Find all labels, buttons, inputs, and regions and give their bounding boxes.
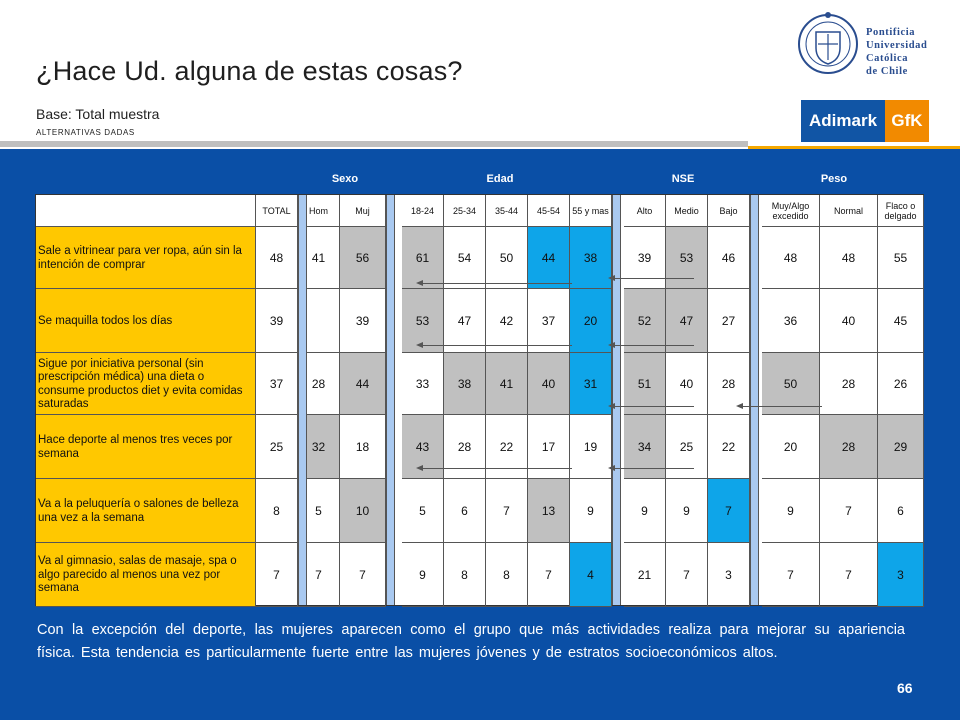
separator-strip	[750, 195, 759, 605]
header-blank-cell	[36, 195, 256, 227]
table-cell: 52	[624, 289, 666, 353]
table-cell: 5	[298, 479, 340, 543]
table-cell: 20	[762, 415, 820, 479]
table-cell: 37	[528, 289, 570, 353]
table-cell: 39	[340, 289, 386, 353]
row-label-line: Va al gimnasio, salas de masaje, spa o	[38, 555, 237, 568]
table-cell: 56	[340, 227, 386, 289]
university-crest-icon	[796, 10, 860, 82]
university-name: Pontificia Universidad Católica de Chile	[866, 27, 928, 77]
row-label	[36, 353, 256, 415]
table-cell: 40	[820, 289, 878, 353]
row-label-line: Sale a vitrinear para ver ropa, aún sin la	[38, 245, 242, 257]
trend-arrow-icon	[742, 406, 822, 407]
table-cell: 28	[444, 415, 486, 479]
table-cell: 31	[570, 353, 612, 415]
separator-strip	[612, 195, 621, 605]
table-cell: 48	[820, 227, 878, 289]
table-cell: 10	[340, 479, 386, 543]
column-header: Alto	[624, 195, 666, 227]
table-cell: 7	[820, 479, 878, 543]
table-cell: 22	[708, 415, 750, 479]
table-cell: 34	[624, 415, 666, 479]
table-cell: 50	[486, 227, 528, 289]
table-cell: 39	[624, 227, 666, 289]
row-label	[36, 227, 256, 289]
column-header: 35-44	[486, 195, 528, 227]
table-cell: 45	[878, 289, 924, 353]
conclusion-note: Con la excepción del deporte, las mujeres aparecen como el grupo que más actividades realiza para mejorar su apariencia física. Esta tendencia es particularmente fuerte entre las mujeres jóvenes y de estratos socioeconómicos altos.	[37, 622, 905, 661]
row-label	[36, 415, 256, 479]
table-cell: 20	[570, 289, 612, 353]
table-cell: 36	[762, 289, 820, 353]
table-cell: 25	[666, 415, 708, 479]
table-cell: 19	[570, 415, 612, 479]
column-header: 55 y mas	[570, 195, 612, 227]
table-cell: 40	[528, 353, 570, 415]
table-cell: 41	[486, 353, 528, 415]
table-cell: 7	[340, 543, 386, 607]
trend-arrow-icon	[614, 406, 694, 407]
header-rule	[0, 141, 748, 147]
column-header: Hom	[298, 195, 340, 227]
adimark-gfk-logo	[801, 100, 929, 142]
column-header: 25-34	[444, 195, 486, 227]
results-table	[35, 194, 924, 606]
table-cell: 5	[402, 479, 444, 543]
table-cell: 55	[878, 227, 924, 289]
base-label: Base: Total muestra	[36, 106, 160, 122]
row-label-line: Se maquilla todos los días	[38, 314, 173, 327]
column-header: Medio	[666, 195, 708, 227]
table-cell: 7	[298, 543, 340, 607]
trend-arrow-icon	[422, 468, 572, 469]
table-cell: 39	[256, 289, 298, 353]
table-cell: 47	[444, 289, 486, 353]
trend-arrow-icon	[422, 345, 572, 346]
table-cell: 48	[762, 227, 820, 289]
table-cell: 41	[298, 227, 340, 289]
table-cell: 7	[820, 543, 878, 607]
row-label	[36, 479, 256, 543]
table-cell: 50	[762, 353, 820, 415]
table-cell: 51	[624, 353, 666, 415]
table-cell: 47	[666, 289, 708, 353]
adimark-text: Adimark	[809, 111, 878, 130]
table-cell: 28	[708, 353, 750, 415]
page-number: 66	[897, 680, 913, 696]
row-label-line: intención de comprar	[38, 258, 146, 271]
table-cell: 46	[708, 227, 750, 289]
table-cell: 54	[444, 227, 486, 289]
table-cell: 3	[878, 543, 924, 607]
row-label-line: prescripción médica) una dieta o	[38, 371, 205, 383]
table-cell: 6	[878, 479, 924, 543]
table-cell: 44	[528, 227, 570, 289]
separator-strip	[298, 195, 307, 605]
table-cell: 9	[402, 543, 444, 607]
row-label-line: Va a la peluquería o salones de belleza	[38, 498, 239, 510]
column-header: Normal	[820, 195, 878, 227]
table-cell: 9	[666, 479, 708, 543]
table-cell: 40	[666, 353, 708, 415]
page-title: ¿Hace Ud. alguna de estas cosas?	[36, 56, 463, 86]
table-cell: 7	[708, 479, 750, 543]
table-cell: 53	[666, 227, 708, 289]
group-label-edad: Edad	[486, 173, 514, 185]
table-cell: 8	[256, 479, 298, 543]
table-cell: 28	[820, 353, 878, 415]
group-label-sexo: Sexo	[331, 173, 359, 185]
trend-arrow-icon	[614, 468, 694, 469]
row-label-line: saturadas	[38, 398, 89, 410]
table-cell: 4	[570, 543, 612, 607]
table-cell: 6	[444, 479, 486, 543]
row-label-line: Sigue por iniciativa personal (sin	[38, 357, 204, 370]
table-cell: 17	[528, 415, 570, 479]
table-cell: 8	[486, 543, 528, 607]
table-cell: 7	[486, 479, 528, 543]
table-cell: 43	[402, 415, 444, 479]
table-cell: 26	[878, 353, 924, 415]
trend-arrow-icon	[614, 278, 694, 279]
column-header: Flaco o delgado	[878, 195, 924, 227]
table-cell: 25	[256, 415, 298, 479]
alternatives-label: ALTERNATIVAS DADAS	[36, 128, 135, 137]
row-label-line: semana	[38, 582, 79, 595]
table-cell: 9	[570, 479, 612, 543]
table-cell: 28	[298, 353, 340, 415]
table-cell: 32	[298, 415, 340, 479]
separator-strip	[386, 195, 395, 605]
table-cell: 48	[256, 227, 298, 289]
table-cell: 9	[762, 479, 820, 543]
table-cell: 21	[624, 543, 666, 607]
trend-arrow-icon	[422, 283, 572, 284]
table-cell: 18	[340, 415, 386, 479]
table-cell: 42	[486, 289, 528, 353]
trend-arrow-icon	[614, 345, 694, 346]
table-cell: 3	[708, 543, 750, 607]
table-cell: 8	[444, 543, 486, 607]
table-cell: 44	[340, 353, 386, 415]
table-cell: 7	[762, 543, 820, 607]
row-label	[36, 289, 256, 353]
row-label-line: una vez a la semana	[38, 511, 145, 524]
table-cell: 7	[666, 543, 708, 607]
row-label	[36, 543, 256, 607]
table-cell: 38	[570, 227, 612, 289]
column-header: Muj	[340, 195, 386, 227]
table-cell: 7	[256, 543, 298, 607]
table-cell: 22	[486, 415, 528, 479]
group-label-nse: NSE	[671, 173, 695, 185]
row-label-line: semana	[38, 447, 79, 460]
table-cell: 9	[624, 479, 666, 543]
row-label-line: consume productos diet y evita comidas	[38, 384, 243, 397]
table-cell: 53	[402, 289, 444, 353]
table-cell: 37	[256, 353, 298, 415]
row-label-line: Hace deporte al menos tres veces por	[38, 434, 233, 446]
table-cell: 7	[528, 543, 570, 607]
table-cell: 61	[402, 227, 444, 289]
column-header: Bajo	[708, 195, 750, 227]
table-cell: 13	[528, 479, 570, 543]
row-label-line: algo parecido al menos una vez por	[38, 568, 221, 581]
table-cell: 27	[708, 289, 750, 353]
column-header: 18-24	[402, 195, 444, 227]
column-header: Muy/Algo excedido	[762, 195, 820, 227]
table-cell: 33	[402, 353, 444, 415]
column-header: 45-54	[528, 195, 570, 227]
table-cell: 38	[444, 353, 486, 415]
group-label-peso: Peso	[820, 173, 848, 185]
column-header: TOTAL	[256, 195, 298, 227]
gfk-text: GfK	[885, 100, 929, 142]
table-cell: 28	[820, 415, 878, 479]
table-cell: 29	[878, 415, 924, 479]
